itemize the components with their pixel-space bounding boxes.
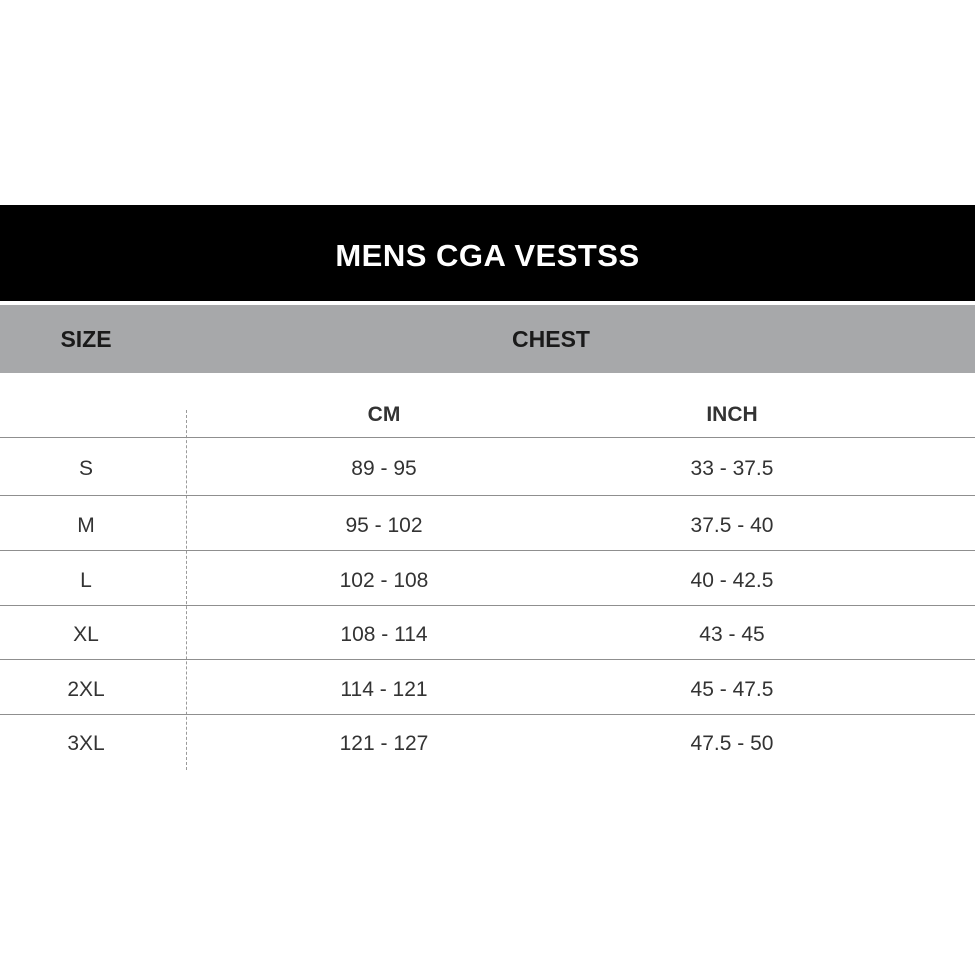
cm-cell: 121 - 127 <box>339 732 429 755</box>
cm-subheader: CM <box>367 403 401 426</box>
inch-cell: 37.5 - 40 <box>690 514 774 537</box>
chart-title: MENS CGA VESTSS <box>335 238 640 273</box>
inch-cell: 43 - 45 <box>699 623 765 646</box>
table-row <box>0 442 975 496</box>
size-cell: XL <box>73 623 99 646</box>
size-cell: L <box>80 569 92 592</box>
inch-subheader: INCH <box>706 403 758 426</box>
inch-cell: 33 - 37.5 <box>690 457 774 480</box>
size-cell: 2XL <box>67 678 105 701</box>
inch-cell: 40 - 42.5 <box>690 569 774 592</box>
size-column-header: SIZE <box>60 325 112 352</box>
row-separator <box>0 550 975 551</box>
cm-cell: 95 - 102 <box>345 514 423 537</box>
size-cell: 3XL <box>67 732 105 755</box>
table-row <box>0 554 975 608</box>
cm-cell: 102 - 108 <box>339 569 429 592</box>
table-row <box>0 717 975 771</box>
row-separator <box>0 437 975 438</box>
cm-cell: 114 - 121 <box>340 678 428 701</box>
cm-cell: 108 - 114 <box>340 623 428 646</box>
column-header-bar <box>0 305 975 373</box>
table-row <box>0 608 975 662</box>
size-cell: S <box>78 457 93 480</box>
title-bar <box>0 205 975 301</box>
chest-column-header: CHEST <box>512 325 590 352</box>
size-cell: M <box>77 514 95 537</box>
table-row <box>0 663 975 717</box>
row-separator <box>0 605 975 606</box>
inch-cell: 45 - 47.5 <box>690 678 774 701</box>
row-separator <box>0 714 975 715</box>
table-row <box>0 499 975 553</box>
row-separator <box>0 495 975 496</box>
row-separator <box>0 659 975 660</box>
cm-cell: 89 - 95 <box>351 457 417 480</box>
inch-cell: 47.5 - 50 <box>690 732 774 755</box>
